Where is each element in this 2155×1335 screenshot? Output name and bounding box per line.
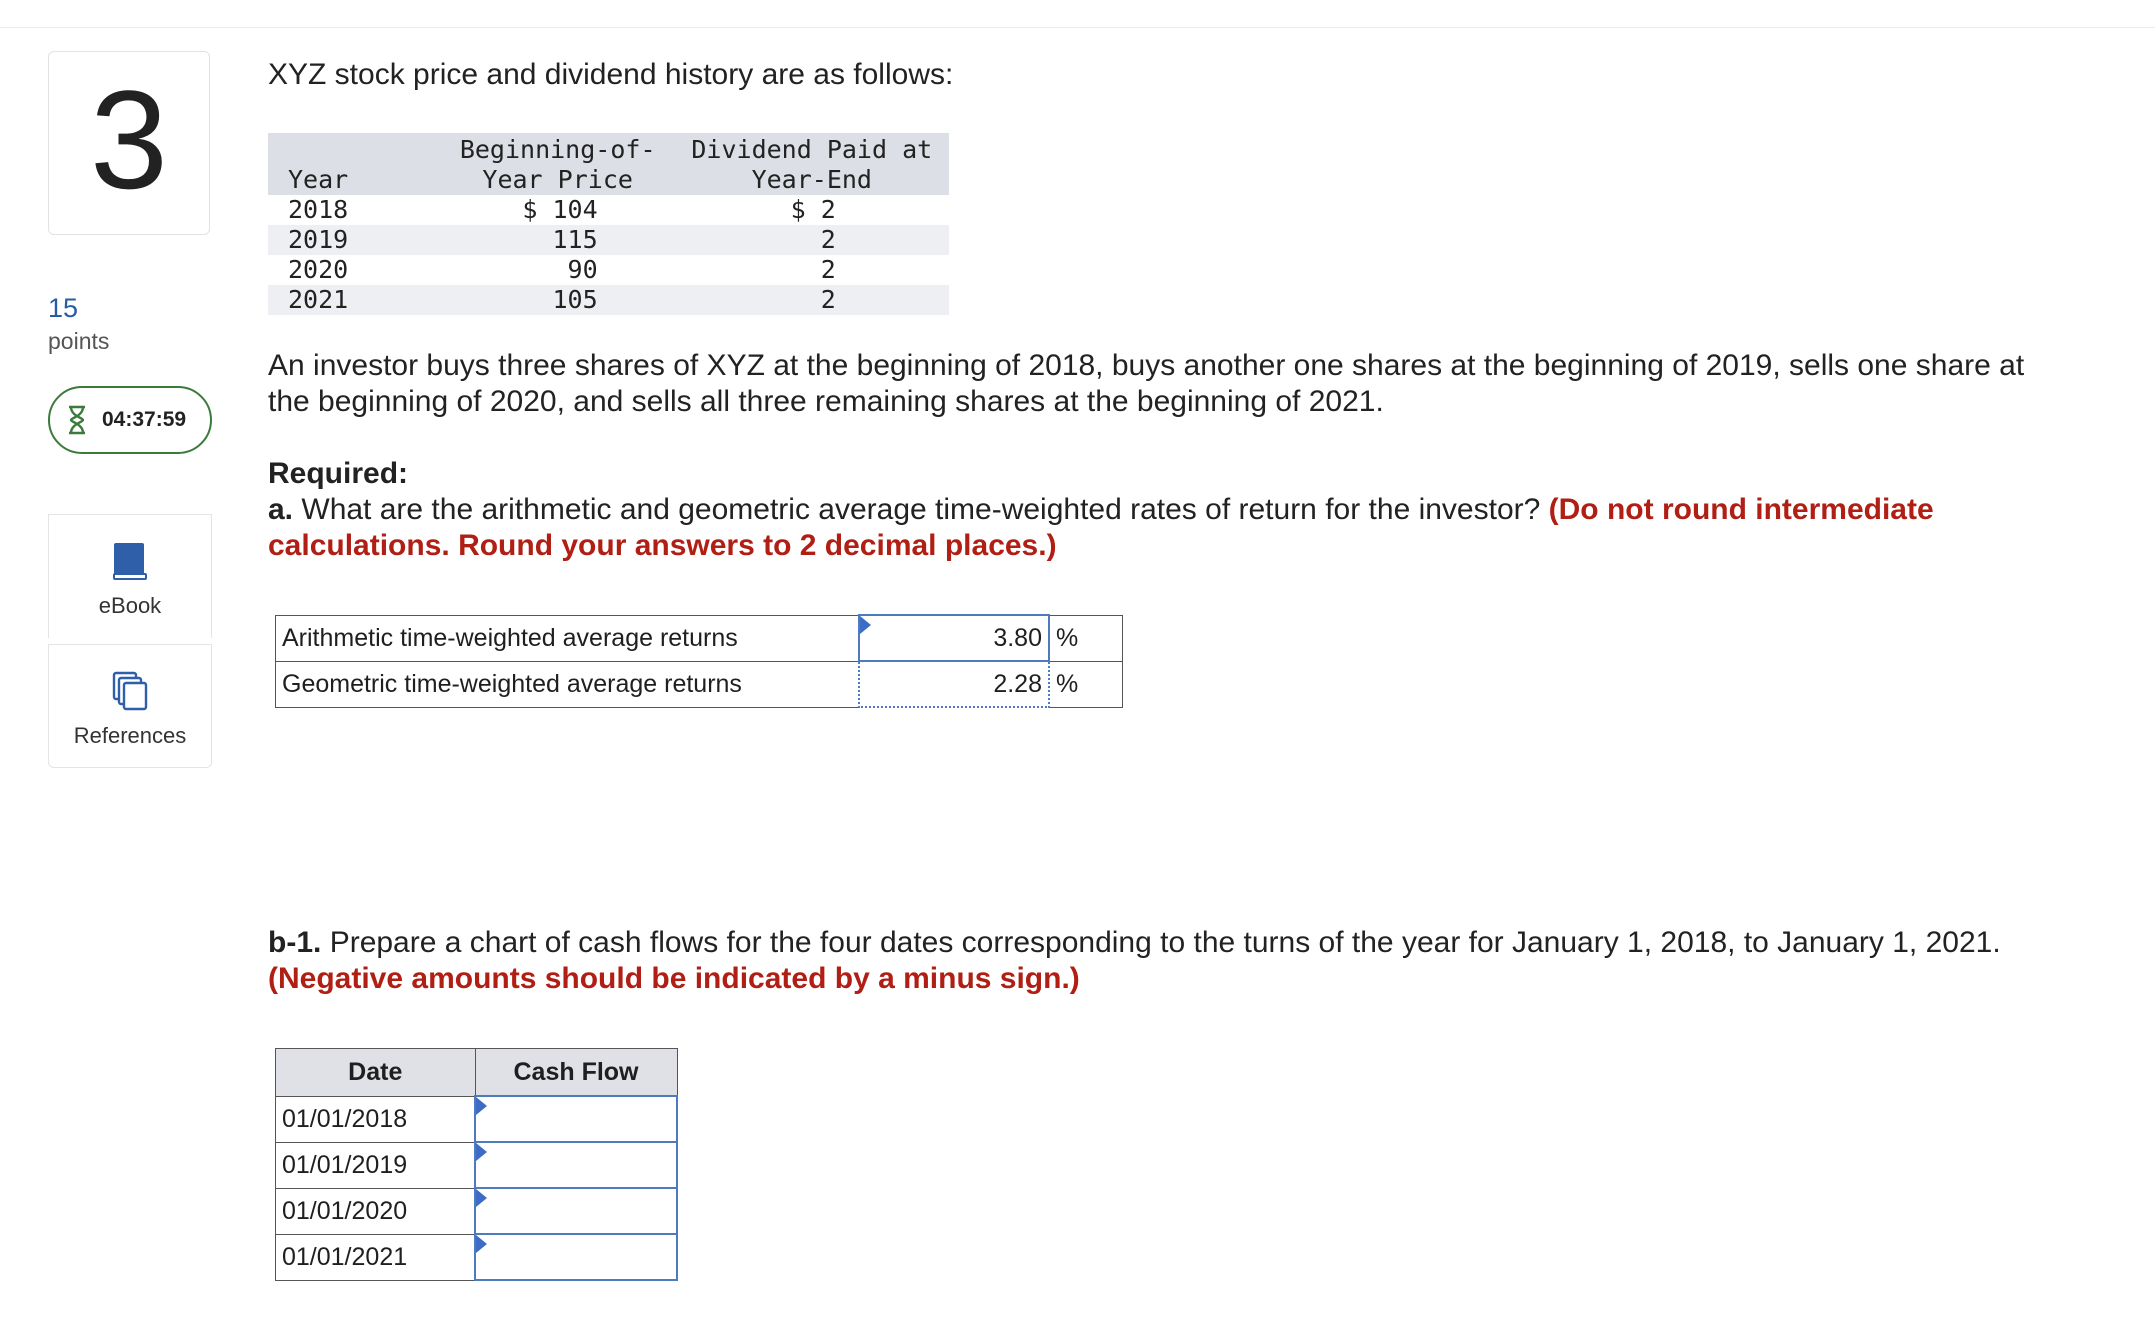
part-b1-text: Prepare a chart of cash flows for the four dates corresponding to the turns of the year for January 1, 2018, to January 1, 2021. xyxy=(329,926,2001,959)
scenario-line1: An investor buys three shares of XYZ at the beginning of 2018, buys another one shares at the beginning of 2019, sells one share at xyxy=(268,349,2025,382)
part-a-note-2: calculations. Round your answers to 2 decimal places.) xyxy=(268,529,1057,562)
header-dividend xyxy=(675,133,949,195)
table-row xyxy=(276,1142,678,1188)
header-date: Date xyxy=(276,1049,476,1097)
table-row xyxy=(268,255,949,285)
cash-flow-input[interactable] xyxy=(475,1188,677,1234)
cash-flow-input[interactable] xyxy=(475,1142,677,1188)
cash-flow-header xyxy=(276,1049,678,1097)
cash-flow-date: 01/01/2021 xyxy=(276,1234,476,1280)
intro-text: XYZ stock price and dividend history are as follows: xyxy=(268,58,954,91)
points-label: points xyxy=(48,328,110,354)
cash-flow-table xyxy=(275,1048,678,1281)
answer-label: Arithmetic time-weighted average returns xyxy=(276,615,860,661)
header-div-line2: Year-End xyxy=(751,165,872,194)
question-number-box xyxy=(48,51,210,235)
references-button[interactable] xyxy=(48,644,212,768)
answers-table xyxy=(275,614,1123,708)
hourglass-icon xyxy=(66,405,88,435)
header-div-line1: Dividend Paid at xyxy=(691,135,933,164)
stock-history-table xyxy=(268,133,949,315)
required-section xyxy=(268,456,2128,564)
part-a-note-1: (Do not round intermediate xyxy=(1548,493,1934,526)
cash-flow-input[interactable] xyxy=(475,1234,677,1280)
row-price: 105 xyxy=(441,285,675,315)
top-divider xyxy=(0,27,2155,28)
part-b1-section xyxy=(268,925,2128,997)
table-row xyxy=(268,225,949,255)
table-row xyxy=(268,195,949,225)
header-price xyxy=(441,133,675,195)
timer-badge[interactable] xyxy=(48,386,212,454)
cash-flow-input[interactable] xyxy=(475,1096,677,1142)
book-icon xyxy=(112,541,148,581)
answer-label: Geometric time-weighted average returns xyxy=(276,661,860,707)
documents-icon xyxy=(112,671,148,711)
cash-flow-date: 01/01/2018 xyxy=(276,1096,476,1142)
row-year: 2019 xyxy=(268,225,441,255)
flag-icon xyxy=(476,1097,487,1115)
geometric-return-input[interactable]: 2.28 xyxy=(859,661,1049,707)
percent-unit: % xyxy=(1049,661,1123,707)
row-price: 90 xyxy=(567,255,598,284)
ebook-button[interactable] xyxy=(48,514,212,638)
row-dividend: $ 2 xyxy=(790,195,836,224)
row-dividend: 2 xyxy=(675,225,949,255)
header-cash-flow: Cash Flow xyxy=(475,1049,677,1097)
header-year: Year xyxy=(268,133,441,195)
part-b1-label: b-1. xyxy=(268,926,322,959)
row-year: 2021 xyxy=(268,285,441,315)
table-row xyxy=(268,285,949,315)
table-row xyxy=(276,1096,678,1142)
table-row xyxy=(276,615,1123,661)
timer-value: 04:37:59 xyxy=(102,408,187,431)
scenario-line2: the beginning of 2020, and sells all three remaining shares at the beginning of 2021. xyxy=(268,385,1384,418)
row-dividend: 2 xyxy=(820,255,836,284)
table-row xyxy=(276,1188,678,1234)
flag-icon xyxy=(860,616,871,634)
percent-unit: % xyxy=(1049,615,1123,661)
row-price: $ 104 xyxy=(522,195,598,224)
stock-table-header xyxy=(268,133,949,195)
flag-icon xyxy=(476,1189,487,1207)
header-price-line1: Beginning-of- xyxy=(459,135,656,164)
table-row xyxy=(276,661,1123,707)
part-a-text: What are the arithmetic and geometric average time-weighted rates of return for the investor? xyxy=(301,493,1541,526)
row-year: 2018 xyxy=(288,195,349,224)
arithmetic-return-input[interactable]: 3.80 xyxy=(859,615,1049,661)
flag-icon xyxy=(476,1235,487,1253)
header-price-line2: Year Price xyxy=(482,165,633,194)
required-heading: Required: xyxy=(268,457,409,490)
part-b1-note: (Negative amounts should be indicated by a minus sign.) xyxy=(268,962,1080,995)
table-row xyxy=(276,1234,678,1280)
ebook-label: eBook xyxy=(98,593,162,618)
scenario-text xyxy=(268,348,2128,420)
question-number: 3 xyxy=(90,61,168,218)
row-dividend: 2 xyxy=(675,285,949,315)
row-year: 2020 xyxy=(288,255,349,284)
cash-flow-date: 01/01/2020 xyxy=(276,1188,476,1234)
flag-icon xyxy=(476,1143,487,1161)
cash-flow-date: 01/01/2019 xyxy=(276,1142,476,1188)
part-a-label: a. xyxy=(268,493,294,526)
references-label: References xyxy=(73,723,187,748)
points-value: 15 xyxy=(48,293,79,323)
row-price: 115 xyxy=(441,225,675,255)
